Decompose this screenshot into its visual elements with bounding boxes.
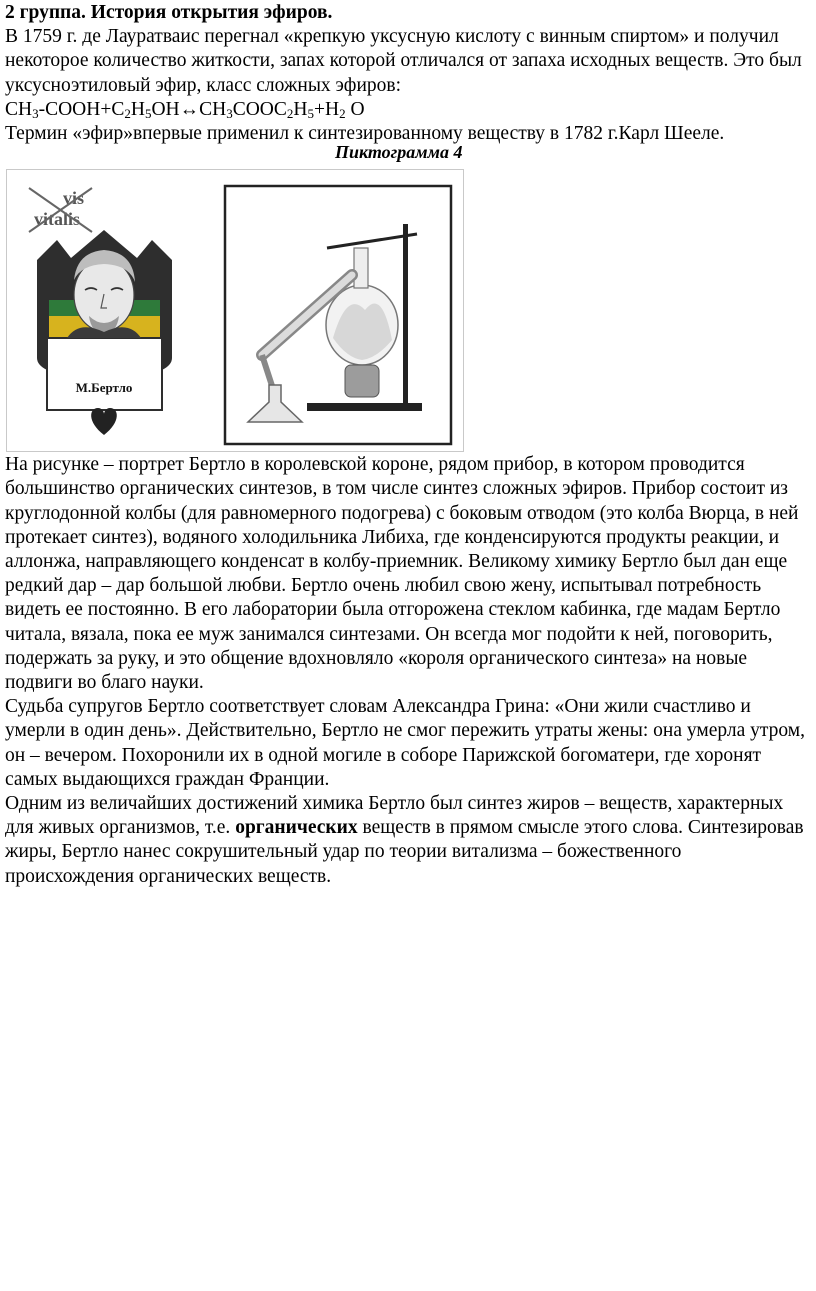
- bold-term: органических: [235, 817, 358, 839]
- term-sentence: Термин «эфир»впервые применил к синтезированному веществу в 1782 г.Карл Шееле.: [5, 123, 725, 145]
- portrait-label: М.Бертло: [75, 380, 133, 396]
- svg-text:vitalis: vitalis: [34, 209, 81, 230]
- paragraph-2: Судьба супругов Бертло соответствует словам Александра Грина: «Они жили счастливо и умерли в один день». Действительно, Бертло не смог пережить утраты жены: она умерла утром, он – вечером. Похоронили их в одной могиле в соборе Парижской богоматери, где хоронят самых выдающихся граждан Франции.: [5, 696, 805, 790]
- chemical-equation: $CH_3-COOH+C_2H_5OH\leftrightarrow CH_3COOC_2H_5+H_2$ O: [5, 98, 365, 121]
- vis-vitalis-crossed: [29, 188, 92, 232]
- paragraph-3: Одним из величайших достижений химика Бертло был синтез жиров – веществ, характерных для живых организмов, т.е. органических веществ в прямом смысле этого слова. Синтезировав жиры, Бертло нанес сокрушительный удар по теории витализма – божественного происхождения органических веществ.: [5, 793, 804, 887]
- intro-paragraph: В 1759 г. де Лауратваис перегнал «крепкую уксусную кислоту с винным спиртом» и получил некоторое количество житкости, запах которой отличался от запаха исходных веществ. Это был уксусноэтиловый эфир, класс сложных эфиров:: [5, 26, 802, 96]
- apparatus-panel: [225, 186, 451, 444]
- pictogram-figure: [6, 169, 464, 452]
- heart-icon: [91, 408, 117, 435]
- svg-text:vis: vis: [63, 188, 85, 209]
- figure-caption: Пиктограмма 4: [335, 142, 463, 163]
- portrait-shield: [37, 230, 172, 410]
- paragraph-1: На рисунке – портрет Бертло в королевской короне, рядом прибор, в котором проводится большинство органических синтезов, в том числе синтез сложных эфиров. Прибор состоит из круглодонной колбы (для равномерного подогрева) с боковым отводом (это колба Вюрца, в ней протекает синтез), водяного холодильника Либиха, где конденсируются продукты реакции, и аллонжа, направляющего конденсат в колбу-приемник. Великому химику Бертло был дан еще редкий дар – дар большой любви. Бертло очень любил свою жену, испытывал потребность видеть ее постоянно. В его лаборатории была отгорожена стеклом кабинка, где мадам Бертло читала, вязала, пока ее муж занимался синтезами. Он всегда мог подойти к ней, поговорить, подержать за руку, и это общение вдохновляло «короля органического синтеза» на новые подвиги во благо науки.: [5, 454, 799, 694]
- pictogram-illustration: [7, 170, 463, 451]
- document-page: [5, 0, 813, 889]
- heading: 2 группа. История открытия эфиров.: [5, 2, 333, 23]
